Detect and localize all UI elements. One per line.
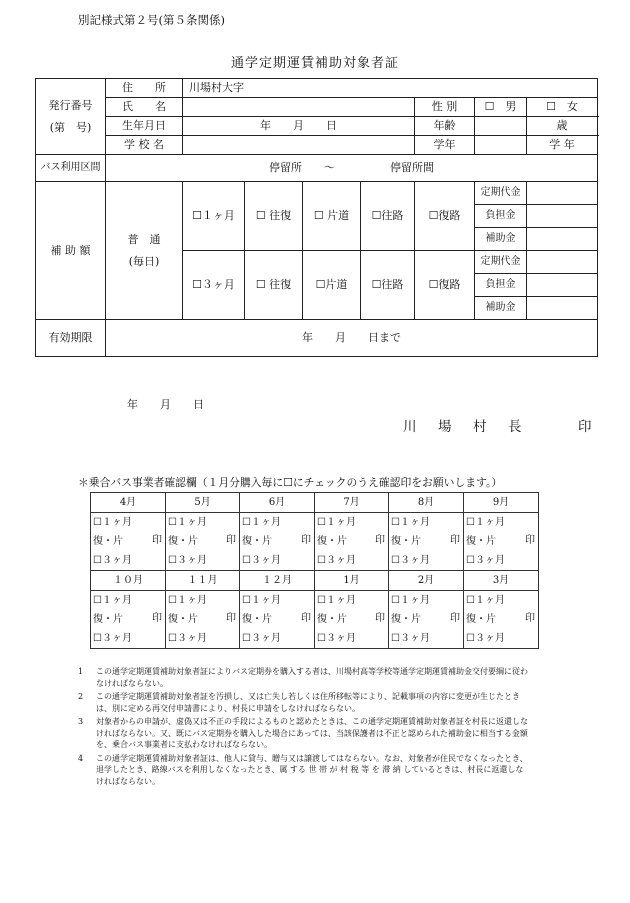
fee-label-1c: 補助金 bbox=[475, 228, 527, 251]
subsidy-label: 補 助 額 bbox=[36, 182, 106, 320]
issue-number-cell bbox=[36, 79, 106, 155]
month-header: 2月 bbox=[389, 571, 464, 591]
trip-label: 復・片 bbox=[242, 613, 272, 625]
confirmation-note: ＊乗合バス事業者確認欄（１月分購入毎に☐にチェックのうえ確認印をお願いします。） bbox=[78, 476, 503, 489]
grade-label: 学年 bbox=[415, 136, 475, 155]
age-unit: 歳 bbox=[527, 117, 598, 136]
trip-cell[interactable] bbox=[240, 532, 315, 551]
three-month-checkbox[interactable]: ☐３ヶ月 bbox=[166, 629, 240, 649]
school-field[interactable] bbox=[183, 136, 415, 155]
one-month-checkbox[interactable]: ☐１ヶ月 bbox=[389, 513, 464, 533]
seal-mark: 印 bbox=[152, 613, 162, 624]
one-way-1[interactable]: ☐ 片道 bbox=[303, 182, 361, 251]
month-header: 3月 bbox=[464, 571, 539, 591]
period-1month[interactable]: ☐１ヶ月 bbox=[183, 182, 245, 251]
note-number: 1 bbox=[78, 667, 84, 676]
trip-label: 復・片 bbox=[391, 613, 421, 625]
month-row-3month bbox=[91, 551, 539, 571]
trip-label: 復・片 bbox=[317, 535, 347, 547]
note-number: 4 bbox=[78, 753, 84, 763]
month-header: 9月 bbox=[464, 493, 539, 513]
fee-field-2a[interactable] bbox=[527, 251, 598, 274]
trip-cell[interactable] bbox=[166, 532, 240, 551]
one-month-checkbox[interactable]: ☐１ヶ月 bbox=[91, 591, 166, 611]
fee-field-1a[interactable] bbox=[527, 182, 598, 205]
seal-mark: 印 bbox=[152, 535, 162, 546]
three-month-checkbox[interactable]: ☐３ヶ月 bbox=[389, 629, 464, 649]
trip-cell[interactable] bbox=[389, 532, 464, 551]
name-field[interactable] bbox=[183, 98, 415, 117]
trip-cell[interactable] bbox=[91, 610, 166, 629]
seal-mark: 印 bbox=[450, 613, 460, 624]
one-month-checkbox[interactable]: ☐１ヶ月 bbox=[315, 591, 389, 611]
trip-label: 復・片 bbox=[317, 613, 347, 625]
school-label: 学 校 名 bbox=[106, 136, 183, 155]
document-title: 通学定期運賃補助対象者証 bbox=[230, 56, 399, 71]
form-label: 別記様式第２号(第５条関係) bbox=[78, 13, 225, 27]
seal-mark: 印 bbox=[226, 613, 236, 624]
month-row-1month bbox=[91, 591, 539, 611]
outbound-1[interactable]: ☐往路 bbox=[361, 182, 415, 251]
commute-type-cell bbox=[106, 182, 183, 320]
trip-label: 復・片 bbox=[466, 535, 496, 547]
month-header: 7月 bbox=[315, 493, 389, 513]
trip-cell[interactable] bbox=[240, 610, 315, 629]
three-month-checkbox[interactable]: ☐３ヶ月 bbox=[240, 629, 315, 649]
trip-label: 復・片 bbox=[168, 535, 198, 547]
grade-unit: 学 年 bbox=[527, 136, 598, 155]
three-month-checkbox[interactable]: ☐３ヶ月 bbox=[91, 629, 166, 649]
validity-label: 有効期限 bbox=[36, 320, 106, 357]
address-label: 住 所 bbox=[106, 79, 183, 98]
fee-label-2a: 定期代金 bbox=[475, 251, 527, 274]
three-month-checkbox[interactable]: ☐３ヶ月 bbox=[464, 551, 539, 571]
issue-number-label: 発行番号 bbox=[48, 99, 93, 113]
seal-mark: 印 bbox=[301, 535, 311, 546]
three-month-checkbox[interactable]: ☐３ヶ月 bbox=[315, 629, 389, 649]
fee-field-2c[interactable] bbox=[527, 297, 598, 320]
note-item bbox=[78, 691, 528, 714]
note-item bbox=[78, 716, 528, 751]
trip-label: 復・片 bbox=[242, 535, 272, 547]
one-month-checkbox[interactable]: ☐１ヶ月 bbox=[166, 513, 240, 533]
trip-label: 復・片 bbox=[168, 613, 198, 625]
seal-mark: 印 bbox=[301, 613, 311, 624]
seal-mark: 印 bbox=[375, 613, 385, 624]
commute-type-sub: (毎日) bbox=[128, 254, 160, 268]
month-header: 8月 bbox=[389, 493, 464, 513]
three-month-checkbox[interactable]: ☐３ヶ月 bbox=[91, 551, 166, 571]
age-field[interactable] bbox=[475, 117, 527, 136]
seal-mark: 印 bbox=[375, 535, 385, 546]
note-item bbox=[78, 753, 528, 788]
one-month-checkbox[interactable]: ☐１ヶ月 bbox=[389, 591, 464, 611]
inbound-2[interactable]: ☐復路 bbox=[415, 251, 475, 320]
note-number: 3 bbox=[78, 717, 84, 726]
trip-cell[interactable] bbox=[315, 610, 389, 629]
validity-field[interactable]: 年 月 日まで bbox=[106, 320, 598, 357]
trip-label: 復・片 bbox=[466, 613, 496, 625]
address-field[interactable]: 川場村大字 bbox=[183, 79, 598, 98]
one-month-checkbox[interactable]: ☐１ヶ月 bbox=[464, 513, 539, 533]
one-way-2[interactable]: ☐片道 bbox=[303, 251, 361, 320]
age-label: 年齢 bbox=[415, 117, 475, 136]
month-header-row bbox=[91, 493, 539, 513]
trip-cell[interactable] bbox=[91, 532, 166, 551]
male-checkbox[interactable]: ☐ 男 bbox=[475, 98, 527, 117]
dob-label: 生年月日 bbox=[106, 117, 183, 136]
note-text: この通学定期運賃補助対象者証によりバス定期券を購入する者は、川場村高等学校等通学定期運賃補助金交付要綱に従わなければならない。 bbox=[96, 667, 528, 688]
bus-route-label: バス利用区間 bbox=[36, 155, 106, 182]
trip-cell[interactable] bbox=[464, 610, 539, 629]
trip-cell[interactable] bbox=[315, 532, 389, 551]
seal-mark: 印 bbox=[450, 535, 460, 546]
note-number: 2 bbox=[78, 692, 84, 701]
female-checkbox[interactable]: ☐ 女 bbox=[527, 98, 598, 117]
grade-field[interactable] bbox=[475, 136, 527, 155]
one-month-checkbox[interactable]: ☐１ヶ月 bbox=[315, 513, 389, 533]
one-month-checkbox[interactable]: ☐１ヶ月 bbox=[464, 591, 539, 611]
bus-route-field[interactable]: 停留所 ～ 停留所間 bbox=[106, 155, 598, 182]
fee-field-1b[interactable] bbox=[527, 205, 598, 228]
commute-type-label: 普 通 bbox=[127, 233, 161, 247]
one-month-checkbox[interactable]: ☐１ヶ月 bbox=[240, 591, 315, 611]
monthly-confirmation-table bbox=[90, 492, 539, 649]
seal-mark: 印 bbox=[525, 613, 535, 624]
three-month-checkbox[interactable]: ☐３ヶ月 bbox=[315, 551, 389, 571]
outbound-2[interactable]: ☐往路 bbox=[361, 251, 415, 320]
note-text: この通学定期運賃補助対象者証は、他人に貸与、贈与又は譲渡してはならない。なお、対象者が住民でなくなったとき、退学したとき、路線バスを利用しなくなったとき、属 する 世 帯 が 村 税 等 を 滞 納 しているときは、村長に返還しなければならない。 bbox=[96, 753, 528, 786]
trip-cell[interactable] bbox=[166, 610, 240, 629]
note-text: この通学定期運賃補助対象者証を汚損し、又は亡失し若しくは住所移転等により、記載事項の内容に変更が生じたときは、別に定める再交付申請書により、村長に申請をしなければならない。 bbox=[96, 692, 520, 713]
notes-section bbox=[78, 666, 528, 789]
one-month-checkbox[interactable]: ☐１ヶ月 bbox=[91, 513, 166, 533]
month-header: 4月 bbox=[91, 493, 166, 513]
round-trip-2[interactable]: ☐ 往復 bbox=[245, 251, 303, 320]
certificate-table bbox=[35, 78, 598, 357]
fee-label-2b: 負担金 bbox=[475, 274, 527, 297]
fee-label-1a: 定期代金 bbox=[475, 182, 527, 205]
fee-field-1c[interactable] bbox=[527, 228, 598, 251]
fee-label-2c: 補助金 bbox=[475, 297, 527, 320]
three-month-checkbox[interactable]: ☐３ヶ月 bbox=[389, 551, 464, 571]
month-row-3month bbox=[91, 629, 539, 649]
three-month-checkbox[interactable]: ☐３ヶ月 bbox=[464, 629, 539, 649]
month-header: １０月 bbox=[91, 571, 166, 591]
month-row-1month bbox=[91, 513, 539, 533]
one-month-checkbox[interactable]: ☐１ヶ月 bbox=[166, 591, 240, 611]
seal-mark: 印 bbox=[525, 535, 535, 546]
three-month-checkbox[interactable]: ☐３ヶ月 bbox=[166, 551, 240, 571]
fee-field-2b[interactable] bbox=[527, 274, 598, 297]
mayor-signature: 川 場 村 長 印 bbox=[403, 419, 596, 435]
inbound-1[interactable]: ☐復路 bbox=[415, 182, 475, 251]
round-trip-1[interactable]: ☐ 往復 bbox=[245, 182, 303, 251]
trip-cell[interactable] bbox=[389, 610, 464, 629]
fee-label-1b: 負担金 bbox=[475, 205, 527, 228]
month-header: １２月 bbox=[240, 571, 315, 591]
name-label: 氏 名 bbox=[106, 98, 183, 117]
month-row-trip bbox=[91, 610, 539, 629]
month-header: 1月 bbox=[315, 571, 389, 591]
note-item bbox=[78, 666, 528, 689]
month-header: 6月 bbox=[240, 493, 315, 513]
trip-cell[interactable] bbox=[464, 532, 539, 551]
trip-label: 復・片 bbox=[93, 613, 123, 625]
month-header: 5月 bbox=[166, 493, 240, 513]
month-header: １１月 bbox=[166, 571, 240, 591]
issue-date: 年 月 日 bbox=[127, 398, 204, 411]
sex-label: 性 別 bbox=[415, 98, 475, 117]
month-header-row bbox=[91, 571, 539, 591]
dob-field[interactable]: 年 月 日 bbox=[183, 117, 415, 136]
three-month-checkbox[interactable]: ☐３ヶ月 bbox=[240, 551, 315, 571]
trip-label: 復・片 bbox=[391, 535, 421, 547]
seal-mark: 印 bbox=[226, 535, 236, 546]
issue-number-sub: (第 号) bbox=[49, 120, 92, 134]
period-3month[interactable]: ☐３ヶ月 bbox=[183, 251, 245, 320]
one-month-checkbox[interactable]: ☐１ヶ月 bbox=[240, 513, 315, 533]
month-row-trip bbox=[91, 532, 539, 551]
trip-label: 復・片 bbox=[93, 535, 123, 547]
note-text: 対象者からの申請が、虚偽又は不正の手段によるものと認めたときは、この通学定期運賃補助対象者証を村長に返還しなければならない。又、既にバス定期券を購入した場合にあっては、当該保護者は不正と認められた補助金に相当する金額を、乗合バス事業者に支払わなければならない。 bbox=[96, 717, 528, 749]
